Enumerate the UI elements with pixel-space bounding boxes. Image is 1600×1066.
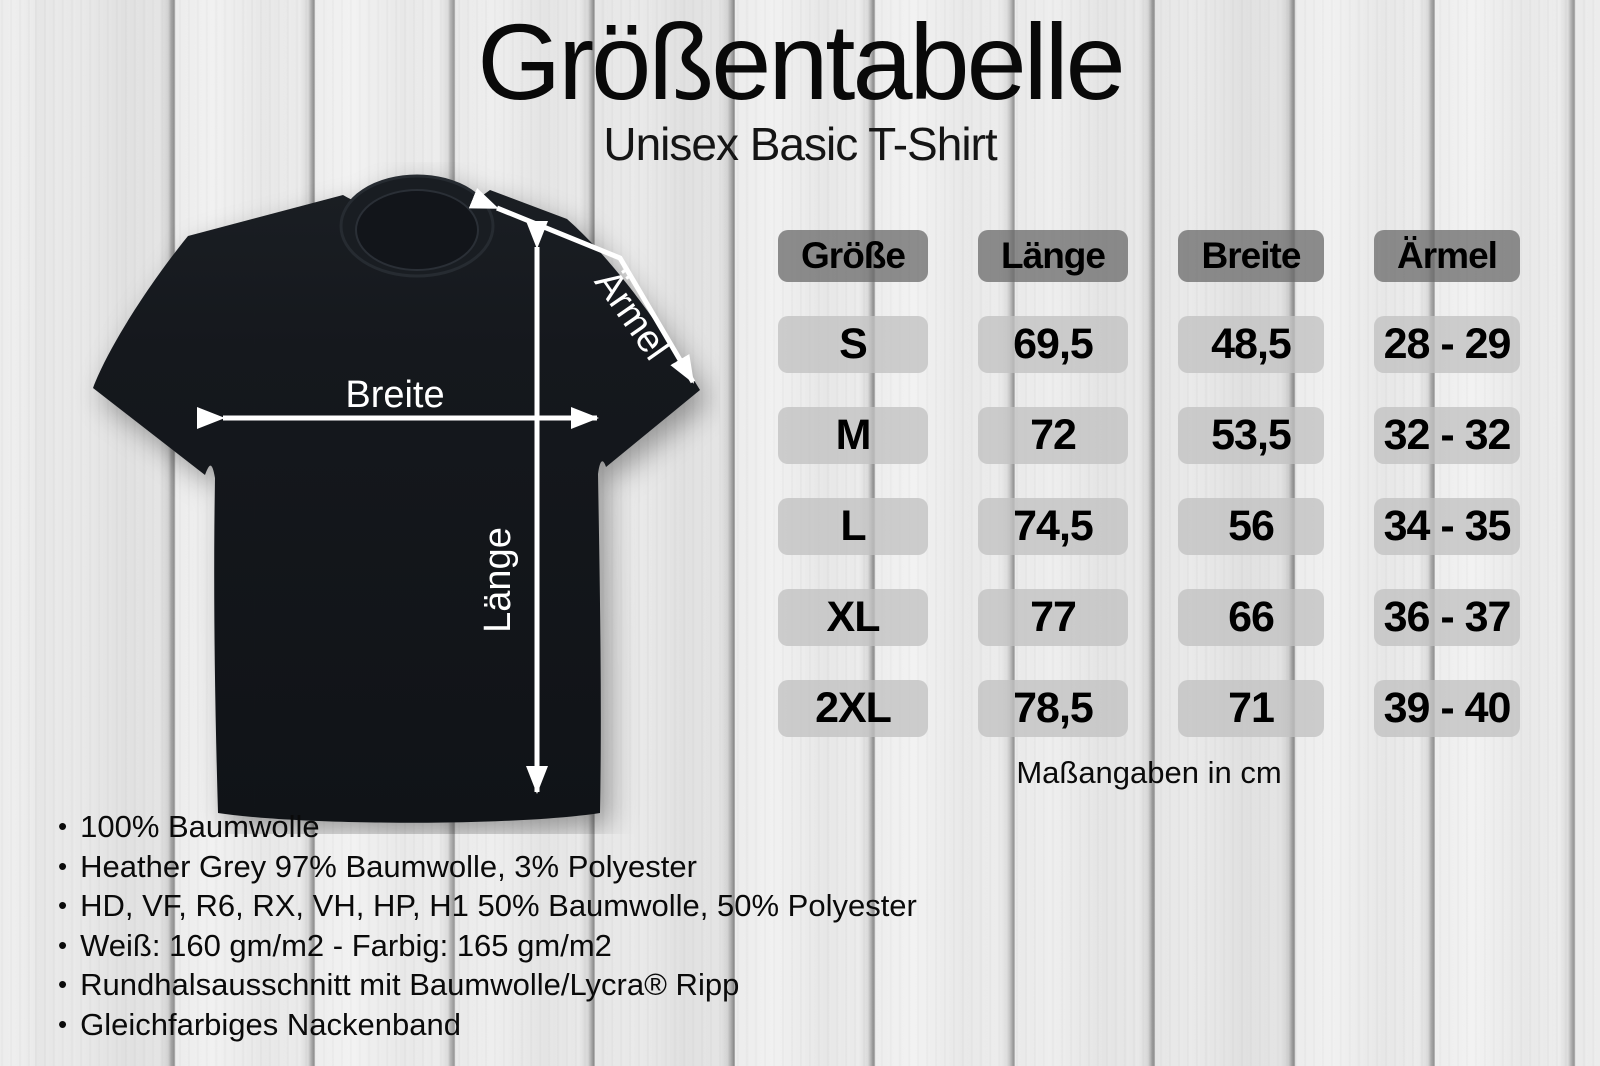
table-cell-length: 69,5 — [978, 316, 1128, 373]
detail-text: • Weiß: 160 gm/m2 - Farbig: 165 gm/m2 — [80, 927, 612, 963]
sleeve-label: Ärmel — [586, 262, 678, 368]
detail-text: • Heather Grey 97% Baumwolle, 3% Polyester — [80, 848, 697, 884]
page-title: Größentabelle — [477, 1, 1123, 122]
table-cell-size: M — [778, 407, 928, 464]
table-cell-sleeve: 34 - 35 — [1374, 498, 1520, 555]
tshirt-figure — [55, 162, 720, 834]
table-cell-width: 71 — [1178, 680, 1324, 737]
table-cell-width: 56 — [1178, 498, 1324, 555]
table-cell-sleeve: 39 - 40 — [1374, 680, 1520, 737]
table-cell-sleeve: 36 - 37 — [1374, 589, 1520, 646]
detail-item — [58, 848, 917, 888]
title-block — [0, 1, 1600, 170]
detail-item — [58, 927, 917, 967]
column-header-breite: Breite — [1178, 230, 1324, 282]
detail-text: • Rundhalsausschnitt mit Baumwolle/Lycra® Ripp — [80, 967, 740, 1002]
product-details-list — [58, 808, 917, 1045]
width-label: Breite — [345, 374, 445, 416]
table-cell-size: XL — [778, 589, 928, 646]
detail-text: • Gleichfarbiges Nackenband — [80, 1006, 461, 1042]
detail-text: • HD, VF, R6, RX, VH, HP, H1 50% Baumwolle, 50% Polyester — [80, 888, 917, 923]
column-header-groesse: Größe — [778, 230, 928, 282]
detail-item — [58, 808, 917, 848]
detail-item — [58, 887, 917, 927]
table-cell-length: 72 — [978, 407, 1128, 464]
table-cell-length: 77 — [978, 589, 1128, 646]
table-cell-width: 53,5 — [1178, 407, 1324, 464]
table-cell-width: 66 — [1178, 589, 1324, 646]
table-cell-width: 48,5 — [1178, 316, 1324, 373]
size-table — [778, 230, 1520, 737]
detail-item — [58, 966, 917, 1006]
table-cell-size: 2XL — [778, 680, 928, 737]
table-cell-length: 74,5 — [978, 498, 1128, 555]
length-label: Länge — [477, 527, 519, 633]
column-header-aermel: Ärmel — [1374, 230, 1520, 282]
detail-text: • 100% Baumwolle — [80, 809, 320, 844]
table-cell-length: 78,5 — [978, 680, 1128, 737]
detail-item — [58, 1006, 917, 1046]
table-caption: Maßangaben in cm — [1016, 755, 1282, 790]
table-cell-size: S — [778, 316, 928, 373]
page-subtitle: Unisex Basic T-Shirt — [603, 118, 997, 170]
table-cell-sleeve: 28 - 29 — [1374, 316, 1520, 373]
table-cell-sleeve: 32 - 32 — [1374, 407, 1520, 464]
column-header-laenge: Länge — [978, 230, 1128, 282]
table-cell-size: L — [778, 498, 928, 555]
